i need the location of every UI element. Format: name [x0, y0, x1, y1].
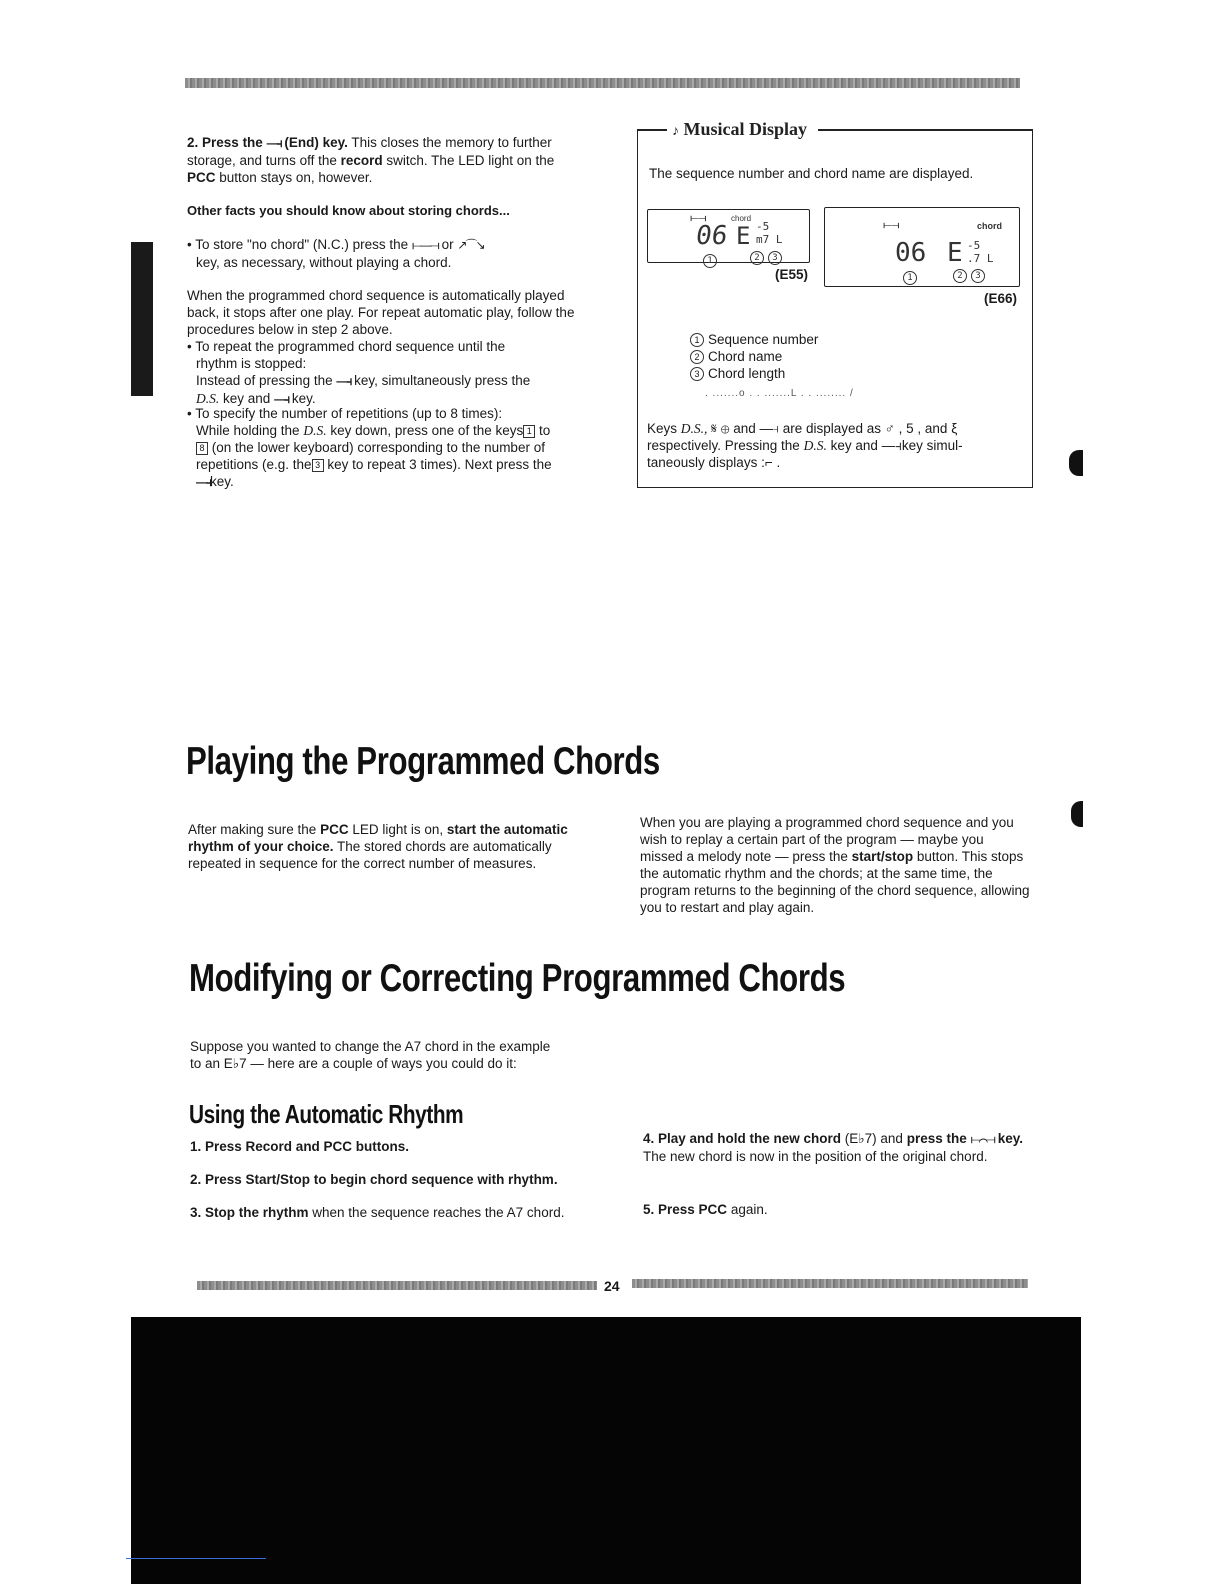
step-5: 5. Press PCC again. [643, 1202, 768, 1217]
using-heading: Using the Automatic Rhythm [189, 1099, 464, 1129]
top-rule [185, 78, 1020, 88]
keys-paragraph: Keys D.S., 𝄋 ⊕ and —⫞ are displayed as ♂ , 5 , and ξ respectively. Pressing the D.S. key and —⫞key simul- taneously displays :⌐ . [647, 421, 963, 470]
step-4: 4. Play and hold the new chord (E♭7) and press the ⟝⌒⟞ key. The new chord is now in the position of the original chord. [643, 1131, 1023, 1164]
modifying-intro: Suppose you wanted to change the A7 chord in the example to an E♭7 — here are a couple of ways you could do it: [190, 1039, 551, 1071]
link-underline [126, 1558, 266, 1559]
side-tab-marker [1071, 801, 1083, 827]
step-1: 1. Press Record and PCC buttons. [190, 1139, 410, 1154]
lcd-e55 [647, 209, 810, 266]
footer-rule-left [197, 1281, 597, 1290]
lcd-chord-label: chord [731, 214, 752, 223]
lcd-sequence-number: 06 [895, 238, 927, 268]
modifying-heading: Modifying or Correcting Programmed Chords [189, 957, 846, 1000]
lcd-marker-1: 1 [903, 266, 921, 285]
lcd-chord-name: E [736, 222, 751, 250]
margin-bar [131, 242, 153, 396]
lcd-marker-2: 2 3 [750, 246, 786, 265]
lcd-marker-1: 1 [703, 249, 721, 268]
lcd-e66 [824, 207, 1020, 287]
lcd-chord-label: chord [977, 221, 1003, 231]
footer-rule-right [632, 1279, 1028, 1288]
lcd-sequence-number: 06 [693, 221, 730, 251]
step-3: 3. Stop the rhythm when the sequence reaches the A7 chord. [190, 1205, 565, 1220]
lcd-e55-label: (E55) [775, 267, 809, 282]
legend-item: 2 Chord name [690, 348, 818, 365]
musical-display-title: ♪ Musical Display [672, 119, 808, 139]
side-tab-marker [1069, 450, 1083, 476]
legend-item: 3 Chord length [690, 365, 818, 382]
repeat-bullet: • To repeat the programmed chord sequence until the rhythm is stopped: Instead of pressing the —⫞ key, simultaneously press the D.S. key and —⫞ key. [187, 339, 531, 406]
legend-item: 1 Sequence number [690, 331, 818, 348]
lcd-chord-name: E [947, 238, 963, 268]
dot-pattern: . .......o . . .......L . . ........ / [705, 388, 854, 399]
box-top-line-right [818, 129, 1032, 131]
note-icon: ♪ [672, 124, 679, 139]
lcd-e66-label: (E66) [984, 291, 1018, 306]
lcd-suffix: -5 m7 L [756, 220, 783, 246]
other-facts-title: Other facts you should know about storing chords... [187, 203, 510, 218]
step-2: 2. Press Start/Stop to begin chord sequence with rhythm. [190, 1172, 558, 1187]
musical-display-subtitle: The sequence number and chord name are displayed. [649, 166, 974, 181]
lcd-marker-2: 2 3 [953, 264, 989, 283]
no-chord-bullet: • To store "no chord" (N.C.) press the ⟝—⟞ or ↗⌒↘ key, as necessary, without playing a chord. [187, 237, 484, 270]
box-top-line-left [637, 129, 667, 131]
step2-paragraph: 2. Press the —⫞ (End) key. This closes the memory to further storage, and turns off the record switch. The LED light on the PCC button stays on, however. [187, 135, 555, 185]
lcd-marker: ⟝⟞ [883, 220, 900, 231]
playing-left-paragraph: After making sure the PCC LED light is on, start the automatic rhythm of your choice. The stored chords are automatically repeated in sequence for the correct number of measures. [188, 822, 568, 871]
playing-right-paragraph: When you are playing a programmed chord sequence and you wish to replay a certain part of the program — maybe you missed a melody note — press the start/stop button. This stops the automatic rhythm and the chords; at the same time, the program returns to the beginning of the chord sequence, allowing you to restart and play again. [640, 815, 1030, 915]
lcd-marker: ⟝⟞ [690, 213, 707, 224]
repeat-paragraph: When the programmed chord sequence is automatically played back, it stops after one play. For repeat automatic play, follow the procedures below in step 2 above. [187, 288, 575, 337]
repetitions-bullet: • To specify the number of repetitions (up to 8 times): While holding the D.S. key down, press one of the keys 1 to 8 (on the lower keyboard) corresponding to the number of repetitions (e.g. the 3 key to repeat 3 times). Next press the —⫞key. [187, 406, 552, 489]
lcd-suffix: -5 .7 L [967, 239, 994, 265]
playing-heading: Playing the Programmed Chords [186, 740, 660, 783]
legend [690, 331, 818, 382]
page-number: 24 [604, 1278, 620, 1294]
scan-border [131, 1317, 1081, 1584]
